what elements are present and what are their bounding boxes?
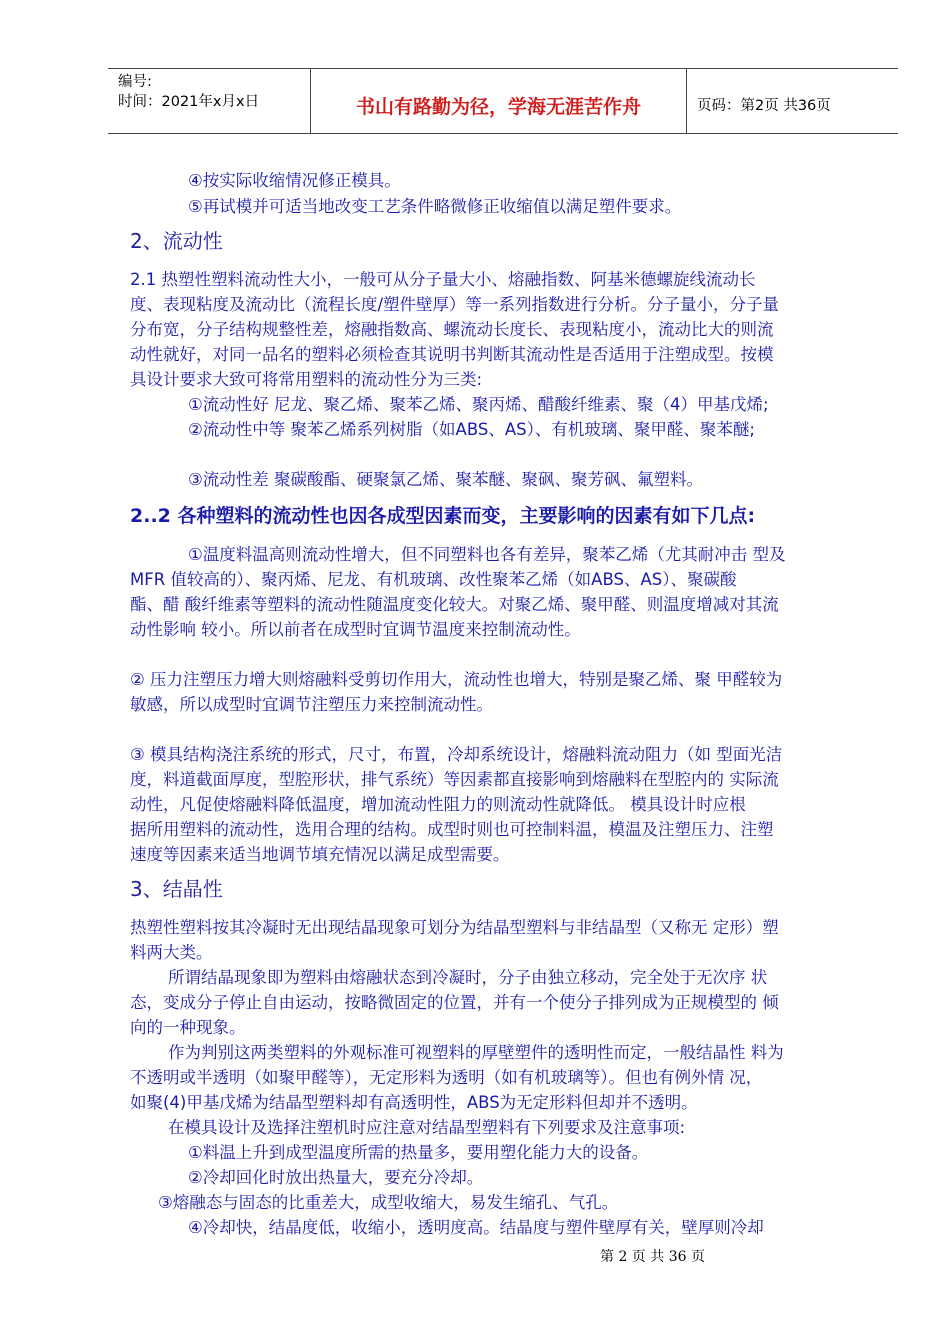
document-date: 时间：2021年x月x日 [118,94,260,110]
text-line: 度，料道截面厚度，型腔形状，排气系统）等因素都直接影响到熔融料在型腔内的 实际流 [130,770,779,789]
text-line: 向的一种现象。 [130,1018,246,1037]
text-line: ②冷却回化时放出热量大，要充分冷却。 [188,1168,484,1187]
text-line: 2.1 热塑性塑料流动性大小，一般可从分子量大小、熔融指数、阿基米德螺旋线流动长 [130,270,756,289]
header-meta [108,69,311,133]
text-line: ①温度料温高则流动性增大，但不同塑料也各有差异，聚苯乙烯（尤其耐冲击 型及 [188,545,786,564]
text-line: 分布宽，分子结构规整性差，熔融指数高、螺流动长度长、表现粘度小，流动比大的则流 [130,320,774,339]
page-header [108,68,898,134]
header-motto: 书山有路勤为径，学海无涯苦作舟 [311,69,687,133]
text-line: 热塑性塑料按其冷凝时无出现结晶现象可划分为结晶型塑料与非结晶型（又称无 定形）塑 [130,918,779,937]
text-line: 动性影响 较小。所以前者在成型时宜调节温度来控制流动性。 [130,620,581,639]
text-line: ③ 模具结构浇注系统的形式，尺寸，布置，冷却系统设计，熔融料流动阻力（如 型面光洁 [130,745,783,764]
text-line: 据所用塑料的流动性，选用合理的结构。成型时则也可控制料温，模温及注塑压力、注塑 [130,820,774,839]
text-line: ② 压力注塑压力增大则熔融料受剪切作用大，流动性也增大，特别是聚乙烯、聚 甲醛较为 [130,670,783,689]
text-line: 酯、醋 酸纤维素等塑料的流动性随温度变化较大。对聚乙烯、聚甲醛、则温度增减对其流 [130,595,779,614]
subsection-heading: 2..2 各种塑料的流动性也因各成型因素而变，主要影响的因素有如下几点: [130,505,756,527]
text-line: 度、表现粘度及流动比（流程长度/塑件壁厚）等一系列指数进行分析。分子量小，分子量 [130,295,780,314]
document-number: 编号: [118,74,152,90]
text-line: ②流动性中等 聚苯乙烯系列树脂（如ABS、AS）、有机玻璃、聚甲醛、聚苯醚; [188,420,755,439]
text-line: 动性，凡促使熔融料降低温度，增加流动性阻力的则流动性就降低。 模具设计时应根 [130,795,746,814]
text-line: ⑤再试模并可适当地改变工艺条件略微修正收缩值以满足塑件要求。 [188,197,682,216]
text-line: ①流动性好 尼龙、聚乙烯、聚苯乙烯、聚丙烯、醋酸纤维素、聚（4）甲基戊烯; [188,395,769,414]
text-line: 动性就好，对同一品名的塑料必须检查其说明书判断其流动性是否适用于注塑成型。按模 [130,345,774,364]
page-footer: 第 2 页 共 36 页 [600,1249,705,1265]
text-line: 具设计要求大致可将常用塑料的流动性分为三类: [130,370,483,389]
text-line: 态，变成分子停止自由运动，按略微固定的位置，并有一个使分子排列成为正规模型的 倾 [130,993,779,1012]
text-line: 在模具设计及选择注塑机时应注意对结晶型塑料有下列要求及注意事项: [168,1118,686,1137]
text-line: ①料温上升到成型温度所需的热量多，要用塑化能力大的设备。 [188,1143,649,1162]
text-line: MFR 值较高的）、聚丙烯、尼龙、有机玻璃、改性聚苯乙烯（如ABS、AS）、聚碳酸 [130,570,737,589]
section-heading-flow: 2、流动性 [130,229,223,253]
text-line: ④按实际收缩情况修正模具。 [188,171,401,190]
text-line: ③熔融态与固态的比重差大，成型收缩大，易发生缩孔、气孔。 [158,1193,619,1212]
text-line: ③流动性差 聚碳酸酯、硬聚氯乙烯、聚苯醚、聚砜、聚芳砜、氟塑料。 [188,470,704,489]
text-line: 速度等因素来适当地调节填充情况以满足成型需要。 [130,845,510,864]
section-heading-crystallinity: 3、结晶性 [130,877,223,901]
header-page-info: 页码：第2页 共36页 [697,98,831,114]
text-line: 如聚(4)甲基戊烯为结晶型塑料却有高透明性，ABS为无定形料但却并不透明。 [130,1093,698,1112]
text-line: 不透明或半透明（如聚甲醛等），无定形料为透明（如有机玻璃等）。但也有例外情 况， [130,1068,763,1087]
text-line: 料两大类。 [130,943,213,962]
text-line: 所谓结晶现象即为塑料由熔融状态到冷凝时，分子由独立移动，完全处于无次序 状 [168,968,768,987]
text-line: ④冷却快，结晶度低，收缩小，透明度高。结晶度与塑件壁厚有关，壁厚则冷却 [188,1218,764,1237]
text-line: 作为判别这两类塑料的外观标准可视塑料的厚壁塑件的透明性而定，一般结晶性 料为 [168,1043,784,1062]
text-line: 敏感，所以成型时宜调节注塑压力来控制流动性。 [130,695,493,714]
